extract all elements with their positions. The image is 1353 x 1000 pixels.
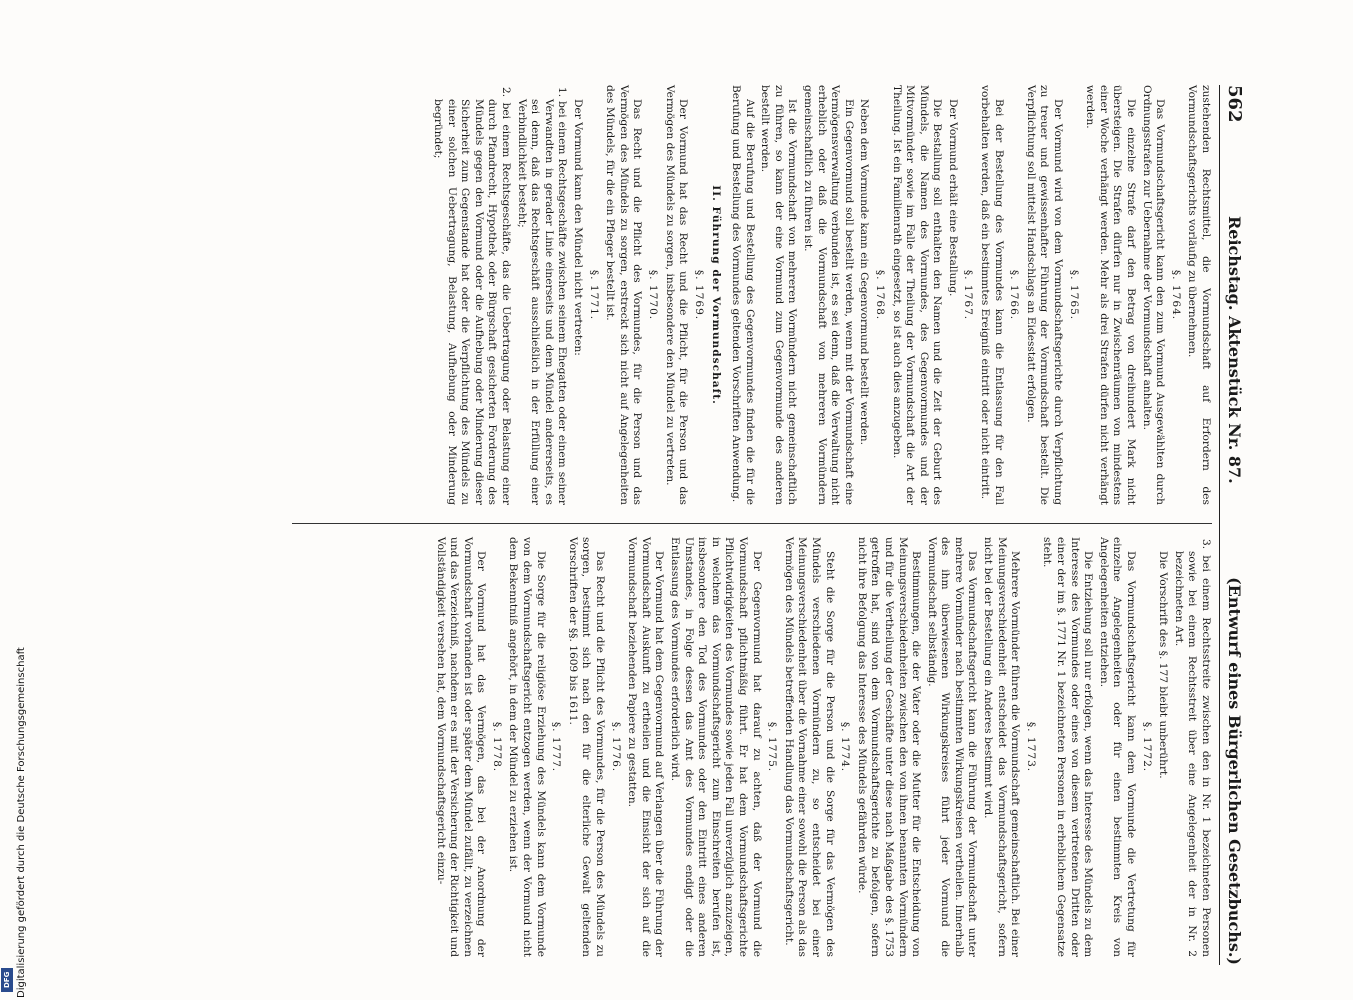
paragraph: Auf die Berufung und Bestellung des Gegenvormundes finden die für die Berufung und Bestellung des Vormundes geltenden Vorschriften Anwendung. — [730, 85, 756, 505]
section-number: §. 1778. — [490, 721, 503, 773]
section-number: §. 1770. — [647, 269, 660, 321]
list-item: 2. bei einem Rechtsgeschäfte, das die Uebertragung oder Belastung einer durch Pfandrecht, Hypothek oder Bürgschaft gesicherten Forderung des Mündels gegen den Vormund oder die Aufhebung oder Minderung dieser Sicherheit zum Gegenstande hat oder die Verpflichtung des Mündels zu einer solchen Uebertragung, Belastung, Aufhebung oder Minderung begründet; — [432, 87, 513, 505]
paragraph: Das Vormundschaftsgericht kann dem Vormunde die Vertretung für einzelne Angelegenheiten oder für einen bestimmten Kreis von Angelegenheiten entziehen. — [1097, 537, 1138, 957]
section-number: §. 1772. — [1140, 721, 1153, 773]
paragraph: Ein Gegenvormund soll bestellt werden, wenn mit der Vormundschaft eine Vermögensverwaltung verbunden ist, es sei denn, daß die Verwaltung nicht erheblich oder daß die Vormundschaft von mehreren Vormündern gemeinschaftlich zu führen ist. — [801, 85, 855, 505]
paragraph: Steht die Sorge für die Person und die Sorge für das Vermögen des Mündels verschiedenen Vormündern zu, so entscheidet bei einer Meinungsverschiedenheit über die Vornahme einer sowohl die Person als das Vermögen des Mündels betreffenden Handlung das Vormundschaftsgericht. — [782, 537, 836, 957]
paragraph: Der Vormund hat das Vermögen, das bei der Anordnung der Vormundschaft vorhanden ist oder später dem Mündel zufällt, zu verzeichnen und das Verzeichniß, nachdem er es mit der Versicherung der Richtigkeit und Vollständigkeit versehen hat, dem Vormundschaftsgericht einzu- — [434, 537, 488, 957]
paragraph: Das Vormundschaftsgericht kann den zum Vormund Ausgewählten durch Ordnungsstrafen zur Uebernahme der Vormundschaft anhalten. — [1140, 85, 1167, 505]
page-header — [1219, 85, 1250, 965]
paragraph: Das Recht und die Pflicht des Vormundes, für die Person und das Vermögen des Mündels zu sorgen, erstreckt sich nicht auf Angelegenheiten des Mündels, für die ein Pfleger bestellt ist. — [604, 85, 644, 505]
section-number: §. 1774. — [839, 721, 852, 773]
page-number: 562 — [1224, 85, 1246, 123]
paragraph: Die Sorge für die religiöse Erziehung des Mündels kann dem Vormunde von dem Vormundschaftsgericht entzogen werden, wenn der Vormund nicht dem Bekenntniß angehört, in dem der Mündel zu erziehen ist. — [507, 537, 547, 957]
chapter-heading: II. Führung der Vormundschaft. — [710, 185, 723, 405]
page-content — [250, 85, 1250, 965]
paragraph: Mehrere Vormünder führen die Vormundschaft gemeinschaftlich. Bei einer Meinungsverschiedenheit entscheidet das Vormundschaftsgericht, sofern nicht bei der Bestellung ein Anderes bestimmt wird. — [982, 537, 1022, 957]
paragraph: Die Entziehung soll nur erfolgen, wenn das Interesse des Mündels zu dem Interesse des Vormundes oder eines von diesem vertretenen Dritten oder einer der im §. 1771 Nr. 1 bezeichneten Personen in erheblichem Gegensatze steht. — [1041, 537, 1095, 957]
section-number: §. 1765. — [1067, 269, 1080, 321]
section-number: §. 1764. — [1169, 269, 1182, 321]
paragraph: Die Bestallung soll enthalten den Namen und die Zeit der Geburt des Mündels, die Namen des Vormundes, des Gegenvormundes und der Mitvormünder sowie im Falle der Theilung der Vormundschaft die Art der Theilung. Ist ein Familienrath eingesetzt, so ist auch dies anzugeben. — [890, 85, 944, 505]
paragraph: Der Vormund wird von dem Vormundschaftsgerichte durch Verpflichtung zu treuer und gewissenhafter Führung der Vormundschaft bestellt. Die Verpflichtung soll mittelst Handschlags an Eidesstatt erfolgen. — [1024, 85, 1065, 505]
paragraph: Ist die Vormundschaft von mehreren Vormündern nicht gemeinschaftlich zu führen, so kann der eine Vormund zum Gegenvormunde des anderen bestellt werden. — [759, 85, 799, 505]
paragraph: Bestimmungen, die der Vater oder die Mutter für die Entscheidung von Meinungsverschiedenheiten zwischen den von ihnen benannten Vormündern und für die Vertheilung der Geschäfte unter diese nach Maßgabe des §. 1753 getroffen hat, sind von dem Vormundschaftsgerichte zu befolgen, sofern nicht ihre Befolgung das Interesse des Mündels gefährden würde. — [855, 537, 923, 957]
paragraph: Das Vormundschaftsgericht kann die Führung der Vormundschaft unter mehrere Vormünder nach bestimmten Wirkungskreisen vertheilen. Innerhalb des ihm überwiesenen Wirkungskreises führt jeder Vormund die Vormundschaft selbständig. — [925, 537, 979, 957]
paragraph: Die einzelne Strafe darf den Betrag von dreihundert Mark nicht übersteigen. Die Strafen dürfen nur in Zwischenräumen von mindestens einer Woche verhängt werden. Mehr als drei Strafen dürfen nicht verhängt werden. — [1084, 85, 1138, 505]
section-number: §. 1773. — [1024, 721, 1037, 773]
paragraph: Die Vorschrift des §. 177 bleibt unberührt. — [1157, 551, 1170, 779]
column-divider — [292, 523, 1212, 524]
funding-note: Digitalisierung gefördert durch die Deutsche Forschungsgemeinschaft — [16, 647, 27, 998]
side-margin — [2, 0, 27, 1000]
paragraph: Das Recht und die Pflicht des Vormundes, für die Person des Mündels zu sorgen, bestimmt sich nach den für die elterliche Gewalt geltenden Vorschriften der §§. 1609 bis 1611. — [566, 537, 607, 957]
header-right-title: (Entwurf eines Bürgerlichen Gesetzbuchs.) — [1225, 577, 1245, 965]
rotated-page — [300, 85, 1250, 965]
section-number: §. 1776. — [609, 721, 622, 773]
section-number: §. 1777. — [550, 721, 563, 773]
paragraph: Der Vormund erhält eine Bestallung. — [946, 99, 959, 297]
paragraph: Der Gegenvormund hat darauf zu achten, daß der Vormund die Vormundschaft pflichtmäßig führt. Er hat dem Vormundschaftsgerichte Pflichtwidrigkeiten des Vormundes sowie jeden Fall unverzüglich anzuzeigen, in welchem das Vormundschaftsgericht zum Einschreiten berufen ist, insbesondere den Tod des Vormundes oder den Eintritt eines anderen Umstandes, in Folge dessen das Amt des Vormundes endigt oder die Entlassung des Vormundes erforderlich wird. — [669, 537, 763, 957]
section-number: §. 1767. — [962, 269, 975, 321]
right-column — [431, 537, 1212, 957]
section-number: §. 1766. — [1008, 269, 1021, 321]
section-number: §. 1769. — [692, 269, 705, 321]
paragraph: Der Vormund kann den Mündel nicht vertreten: — [572, 99, 585, 356]
section-number: §. 1771. — [587, 269, 600, 321]
paragraph: Der Vormund hat das Recht und die Pflicht, für die Person und das Vermögen des Mündels zu sorgen, insbesondere den Mündel zu vertreten. — [663, 85, 690, 505]
header-left-title: Reichstag. Aktenstück Nr. 87. — [1225, 215, 1245, 484]
paragraph: Neben dem Vormunde kann ein Gegenvormund bestellt werden. — [858, 99, 871, 445]
dfg-logo: DFG — [1, 968, 13, 992]
section-number: §. 1775. — [766, 721, 779, 773]
section-number: §. 1768. — [873, 269, 886, 321]
left-column — [429, 85, 1212, 505]
list-item: 3. bei einem Rechtsstreite zwischen den in Nr. 1 bezeichneten Personen sowie bei einem Rechtsstreit über eine Angelegenheit der in Nr. 2 bezeichneten Art. — [1172, 539, 1212, 957]
paragraph: Der Vormund hat dem Gegenvormund auf Verlangen über die Führung der Vormundschaft Auskunft zu ertheilen und die Einsicht der sich auf die Vormundschaft beziehenden Papiere zu gestatten. — [626, 537, 666, 957]
paragraph: Bei der Bestellung des Vormundes kann die Entlassung für den Fall vorbehalten werden, daß ein bestimmtes Ereigniß eintritt oder nicht eintritt. — [979, 85, 1005, 505]
list-item: 1. bei einem Rechtsgeschäfte zwischen seinem Ehegatten oder einem seiner Verwandten in gerader Linie einerseits und dem Mündel andererseits, es sei denn, daß das Rechtsgeschäft ausschließlich in der Erfüllung einer Verbindlichkeit besteht; — [515, 87, 569, 505]
paragraph: zustehenden Rechtsmittel, die Vormundschaft auf Erfordern des Vormundschaftsgerichts vorläufig zu übernehmen. — [1186, 85, 1212, 505]
